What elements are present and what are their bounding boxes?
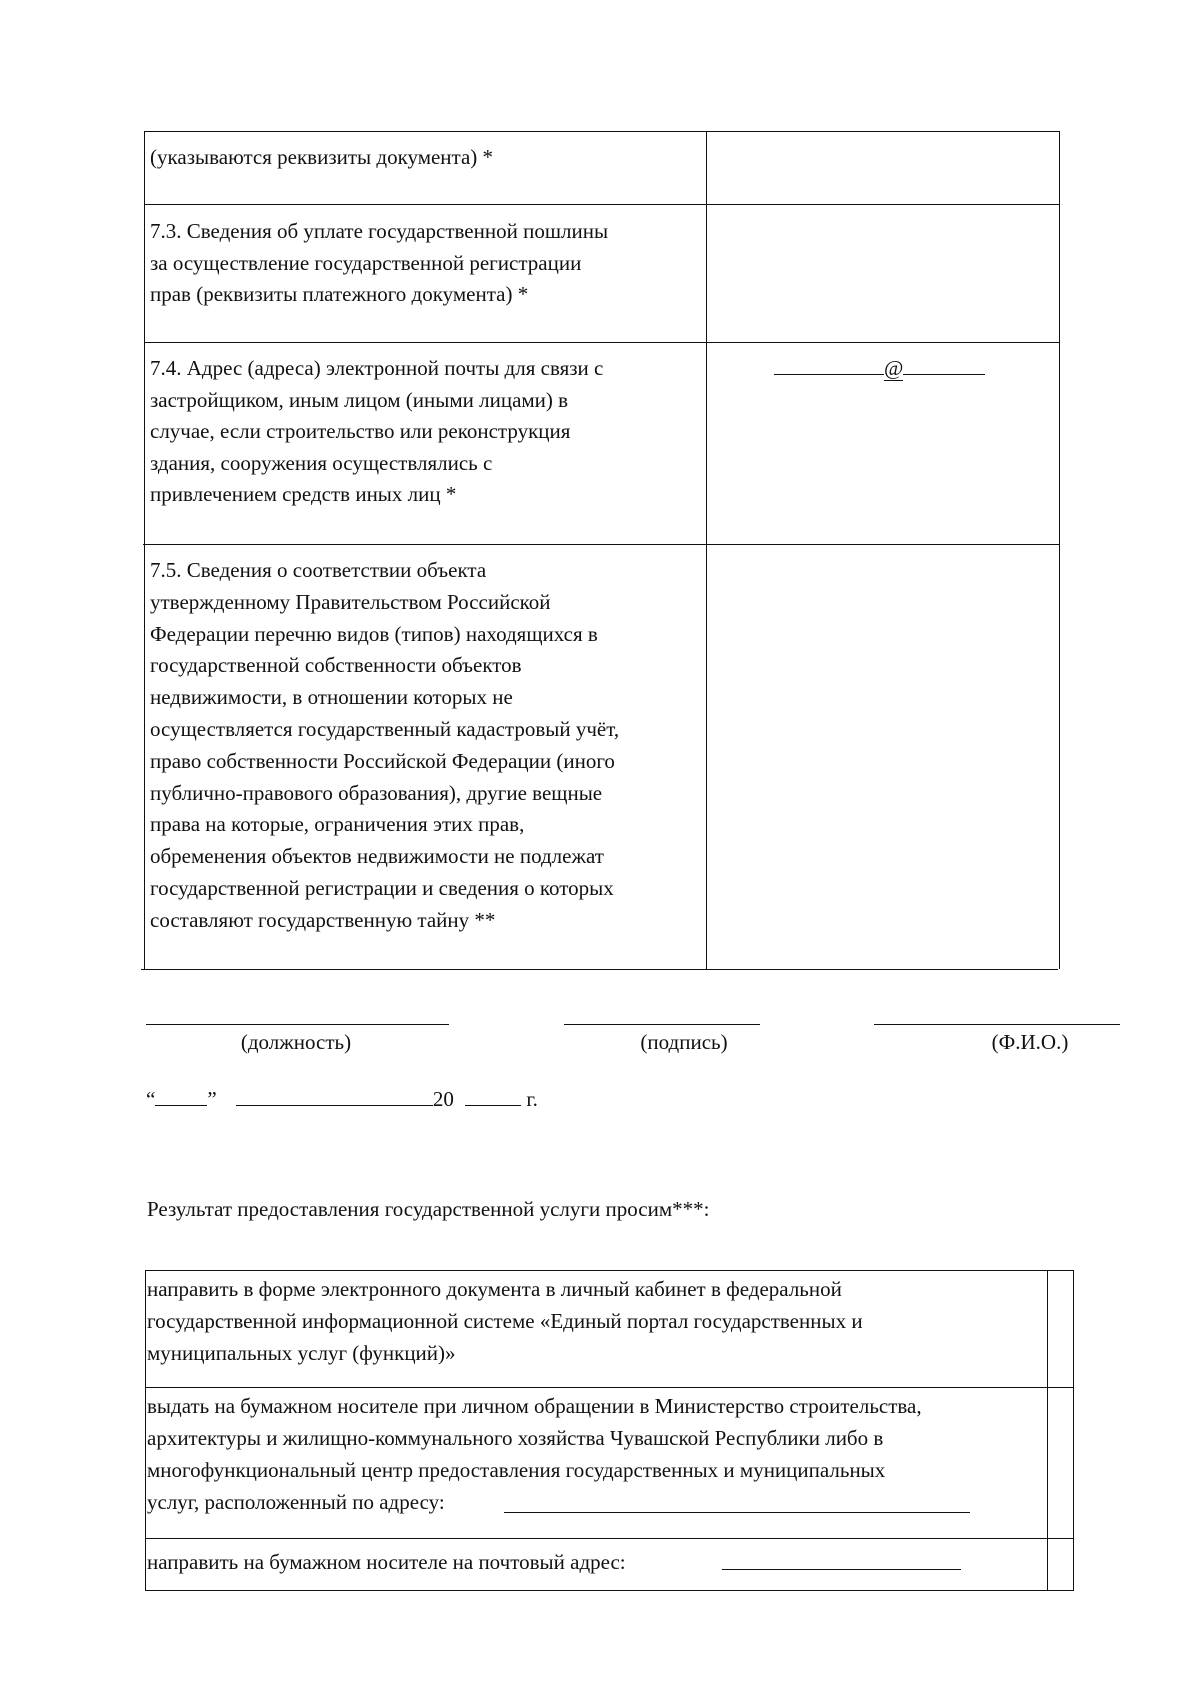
month-field[interactable] (236, 1085, 433, 1106)
table-row-label: 7.4. Адрес (адреса) электронной почты для связи с застройщиком, иным лицом (иными лицами) в случае, если строительство или реконструкция здания, сооружения осуществлялись с привлечением средств иных лиц * (150, 356, 604, 506)
year-suffix: г. (526, 1087, 538, 1111)
table-row-label: 7.5. Сведения о соответствии объекта утвержденному Правительством Российской Федерации перечню видов (типов) находящихся в государственной собственности объектов недвижимости, в отношении которых не осуществляется государственный кадастровый учёт, право собственности Российской Федерации (иного публично-правового образования), другие вещные права на которые, ограничения этих прав, обременения объектов недвижимости не подлежат государственной регистрации и сведения о которых составляют государственную тайну ** (150, 558, 620, 932)
table-border (144, 131, 145, 969)
option-post-checkbox[interactable] (1048, 1539, 1072, 1589)
table-border (145, 1270, 1074, 1271)
postal-address-field[interactable] (722, 1569, 961, 1570)
email-at-sign: @ (884, 356, 904, 380)
option-in-person-checkbox[interactable] (1048, 1388, 1072, 1537)
option-in-person: выдать на бумажном носителе при личном обращении в Министерство строительства, архитектуры и жилищно-коммунального хозяйства Чувашской Республики либо в многофункциональный центр предоставления государственных и муниципальных услуг, расположенный по адресу: (147, 1394, 922, 1514)
position-line[interactable] (146, 1024, 449, 1025)
table-border (706, 131, 707, 969)
name-line[interactable] (874, 1024, 1120, 1025)
table-row-label: 7.3. Сведения об уплате государственной пошлины за осуществление государственной регистрации прав (реквизиты платежного документа) * (150, 219, 609, 306)
result-heading: Результат предоставления государственной услуги просим***: (147, 1197, 710, 1221)
year-field[interactable] (465, 1085, 521, 1106)
table-border (144, 204, 1060, 205)
address-field[interactable] (504, 1512, 970, 1513)
position-label: (должность) (240, 1030, 352, 1054)
table-border (145, 1270, 146, 1590)
table-border (1073, 1270, 1074, 1590)
close-quote: ” (207, 1087, 217, 1111)
option-post: направить на бумажном носителе на почтовый адрес: (147, 1550, 626, 1574)
open-quote: “ (146, 1087, 156, 1111)
option-electronic-checkbox[interactable] (1048, 1271, 1072, 1386)
year-prefix: 20 (432, 1087, 454, 1111)
option-electronic: направить в форме электронного документа в личный кабинет в федеральной государственной информационной системе «Единый портал государственных и муниципальных услуг (функций)» (147, 1277, 863, 1365)
name-label: (Ф.И.О.) (991, 1030, 1069, 1054)
table-border (141, 969, 1058, 970)
table-row-label: (указываются реквизиты документа) * (150, 145, 494, 169)
email-field[interactable] (774, 354, 985, 381)
table-border (144, 131, 1060, 132)
date-line (146, 1085, 538, 1112)
table-border (145, 1387, 1074, 1388)
signature-label: (подпись) (640, 1030, 728, 1054)
table-border (143, 544, 1060, 545)
day-field[interactable] (155, 1085, 207, 1106)
table-border (1059, 131, 1060, 969)
table-border (145, 1538, 1074, 1539)
table-border (145, 1590, 1074, 1591)
signature-line[interactable] (564, 1024, 760, 1025)
table-border (144, 342, 1060, 343)
